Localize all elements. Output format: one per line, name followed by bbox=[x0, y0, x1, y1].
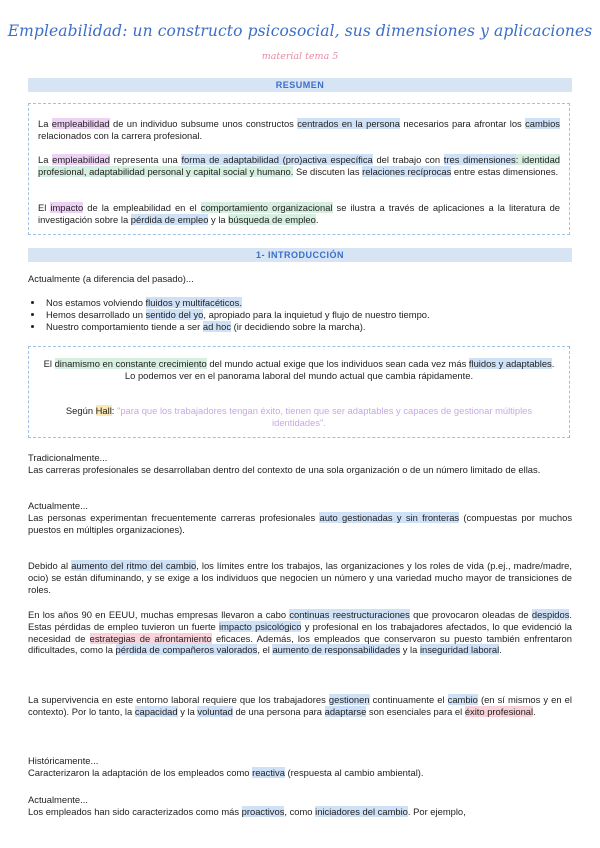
highlighted-text: auto gestionadas y sin fronteras bbox=[319, 512, 460, 523]
text-segment: , el bbox=[257, 644, 273, 656]
highlighted-text: "para que los trabajadores tengan éxito, tienen que ser adaptables y capaces de gestionar múltiples identidades". bbox=[117, 405, 533, 428]
text-segment: y la bbox=[208, 213, 229, 225]
text-segment: El bbox=[38, 202, 51, 213]
currently-text bbox=[28, 512, 572, 536]
document-subtitle: material tema 5 bbox=[261, 51, 339, 62]
text-segment: Nos estamos volviendo bbox=[46, 297, 146, 308]
highlighted-text: éxito profesional bbox=[464, 705, 534, 717]
highlighted-text: forma de adaptabilidad (pro)activa específica bbox=[181, 154, 373, 165]
highlighted-text: centrados en la persona bbox=[297, 118, 400, 129]
text-segment: del mundo actual exige que los individuos sean cada vez más bbox=[206, 358, 469, 369]
text-segment: del trabajo con bbox=[372, 154, 444, 165]
historically-label: Históricamente... bbox=[28, 755, 99, 766]
text-segment: . Por ejemplo, bbox=[407, 806, 466, 817]
text-segment: son esenciales para el bbox=[366, 705, 465, 717]
summary-paragraph-2 bbox=[38, 154, 560, 178]
document-title: Empleabilidad: un constructo psicosocial, sus dimensiones y aplicaciones bbox=[7, 22, 593, 40]
highlighted-text: empleabilidad bbox=[51, 118, 110, 129]
highlighted-text: sentido del yo bbox=[145, 308, 204, 320]
text-segment: Caracterizaron la adaptación de los empleados como bbox=[28, 767, 253, 778]
text-segment: que provocaron oleadas de bbox=[409, 609, 532, 620]
highlighted-text: : identidad profesional, adaptabilidad personal y capital social y humano. bbox=[38, 154, 561, 177]
highlighted-text: fluidos y adaptables bbox=[468, 358, 552, 369]
highlighted-text: gestionen bbox=[328, 694, 370, 705]
list-item bbox=[44, 309, 574, 321]
intro-box-paragraph bbox=[40, 358, 558, 382]
historically-text bbox=[28, 767, 572, 779]
text-segment: continuamente el bbox=[369, 694, 448, 705]
text-segment: La supervivencia en este entorno laboral requiere que los trabajadores bbox=[28, 694, 329, 705]
text-segment: . Lo podemos ver en el panorama laboral del mundo actual que cambia rápidamente. bbox=[124, 358, 555, 381]
paragraph-ritmo-cambio bbox=[28, 560, 572, 595]
highlighted-text: voluntad bbox=[197, 705, 233, 717]
text-segment: En los años 90 en EEUU, muchas empresas llevaron a cabo bbox=[28, 609, 290, 620]
highlighted-text: fluidos y multifacéticos. bbox=[145, 297, 242, 308]
section-heading-resumen: RESUMEN bbox=[28, 78, 572, 92]
highlighted-text: búsqueda de empleo bbox=[228, 213, 316, 225]
highlighted-text: pérdida de empleo bbox=[130, 213, 209, 225]
text-segment: y la bbox=[400, 644, 420, 656]
highlighted-text: adaptarse bbox=[324, 705, 367, 717]
highlighted-text: pérdida de compañeros valorados bbox=[115, 644, 258, 656]
highlighted-text: dinamismo en constante crecimiento bbox=[54, 358, 207, 369]
text-segment: Según bbox=[65, 405, 96, 416]
text-segment: Nuestro comportamiento tiende a ser bbox=[46, 320, 203, 332]
text-segment: : bbox=[111, 405, 118, 416]
text-segment: eficaces. Además, los empleados que conservaron su puesto también enfrentaron dificultades, como la bbox=[28, 632, 572, 656]
text-segment: , los límites entre los trabajos, las organizaciones y los roles de vida (p.ej., madre/madre, ocio) se están difuminando, y se exige a los individuos que negocien un número y una variedad mucho mayor de transiciones de roles. bbox=[28, 560, 573, 595]
highlighted-text: proactivos bbox=[241, 806, 285, 817]
text-segment: necesarios para afrontar los bbox=[399, 118, 526, 129]
highlighted-text: Hall bbox=[95, 405, 112, 416]
text-segment: . bbox=[315, 213, 319, 225]
paragraph-anos-90 bbox=[28, 609, 572, 656]
text-segment: se ilustra a través de aplicaciones a la literatura de investigación sobre la bbox=[38, 202, 561, 225]
text-segment: Hemos desarrollado un bbox=[46, 308, 146, 320]
highlighted-text: despidos bbox=[531, 609, 570, 620]
text-segment: (ir decidiendo sobre la marcha). bbox=[231, 320, 366, 332]
highlighted-text: tres dimensiones bbox=[443, 154, 516, 165]
highlighted-text: comportamiento organizacional bbox=[200, 202, 333, 213]
highlighted-text: capacidad bbox=[134, 705, 178, 717]
traditional-label: Tradicionalmente... bbox=[28, 452, 108, 463]
hall-quote bbox=[40, 405, 558, 429]
highlighted-text: impacto psicológico bbox=[219, 620, 302, 632]
text-segment: (en sí mismos y en el contexto). Por lo tanto, la bbox=[28, 694, 572, 717]
text-segment: Se discuten las bbox=[293, 165, 363, 177]
text-segment: Debido al bbox=[28, 560, 72, 571]
highlighted-text: aumento de responsabilidades bbox=[272, 644, 401, 656]
highlighted-text: continuas reestructuraciones bbox=[289, 609, 410, 620]
text-segment: Las personas experimentan frecuentemente carreras profesionales bbox=[28, 512, 320, 523]
traditional-text: Las carreras profesionales se desarrollaban dentro del contexto de una sola organización o de un número limitado de ellas. bbox=[28, 464, 541, 475]
section-heading-introduccion: 1- INTRODUCCIÓN bbox=[28, 248, 572, 262]
highlighted-text: iniciadores del cambio bbox=[315, 806, 408, 817]
text-segment: Los empleados han sido caracterizados como más bbox=[28, 806, 242, 817]
highlighted-text: reactiva bbox=[252, 767, 285, 778]
summary-paragraph-1 bbox=[38, 118, 560, 142]
text-segment: y profesional en los trabajadores afectados, lo que evidenció la necesidad de bbox=[28, 620, 573, 644]
currently-label-2: Actualmente... bbox=[28, 794, 88, 805]
highlighted-text: cambio bbox=[447, 694, 478, 705]
text-segment: de la empleabilidad en el bbox=[83, 202, 201, 213]
highlighted-text: relaciones recíprocas bbox=[362, 165, 452, 177]
text-segment: (respuesta al cambio ambiental). bbox=[284, 767, 424, 778]
text-segment: entre estas dimensiones. bbox=[451, 165, 559, 177]
paragraph-supervivencia bbox=[28, 694, 572, 718]
list-item bbox=[44, 297, 574, 309]
text-segment: y la bbox=[177, 705, 198, 717]
intro-lead: Actualmente (a diferencia del pasado)... bbox=[28, 273, 194, 284]
text-segment: de un individuo subsume unos constructos bbox=[109, 118, 298, 129]
highlighted-text: empleabilidad bbox=[52, 154, 110, 165]
text-segment: . Estas pérdidas de empleo tuvieron un fuerte bbox=[28, 609, 572, 632]
text-segment: relacionados con la carrera profesional. bbox=[38, 129, 203, 141]
text-segment: representa una bbox=[109, 154, 182, 165]
highlighted-text: estrategias de afrontamiento bbox=[89, 632, 212, 644]
text-segment: de una persona para bbox=[232, 705, 325, 717]
highlighted-text: inseguridad laboral bbox=[419, 644, 500, 656]
text-segment: (compuestas por muchos puestos en múltiples organizaciones). bbox=[28, 512, 573, 535]
list-item bbox=[44, 321, 574, 333]
currently-text-2 bbox=[28, 806, 572, 818]
highlighted-text: aumento del ritmo del cambio bbox=[71, 560, 197, 571]
highlighted-text: ad hoc bbox=[202, 320, 232, 332]
intro-bullet-list bbox=[30, 297, 574, 332]
highlighted-text: cambios bbox=[525, 118, 560, 129]
text-segment: . bbox=[533, 705, 536, 717]
text-segment: El bbox=[43, 358, 55, 369]
text-segment: La bbox=[38, 118, 52, 129]
summary-paragraph-3 bbox=[38, 202, 560, 226]
text-segment: , apropiado para la inquietud y flujo de nuestro tiempo. bbox=[203, 308, 430, 320]
text-segment: , como bbox=[284, 806, 316, 817]
text-segment: La bbox=[38, 154, 53, 165]
currently-label: Actualmente... bbox=[28, 500, 88, 511]
highlighted-text: impacto bbox=[50, 202, 84, 213]
text-segment: . bbox=[499, 644, 502, 656]
